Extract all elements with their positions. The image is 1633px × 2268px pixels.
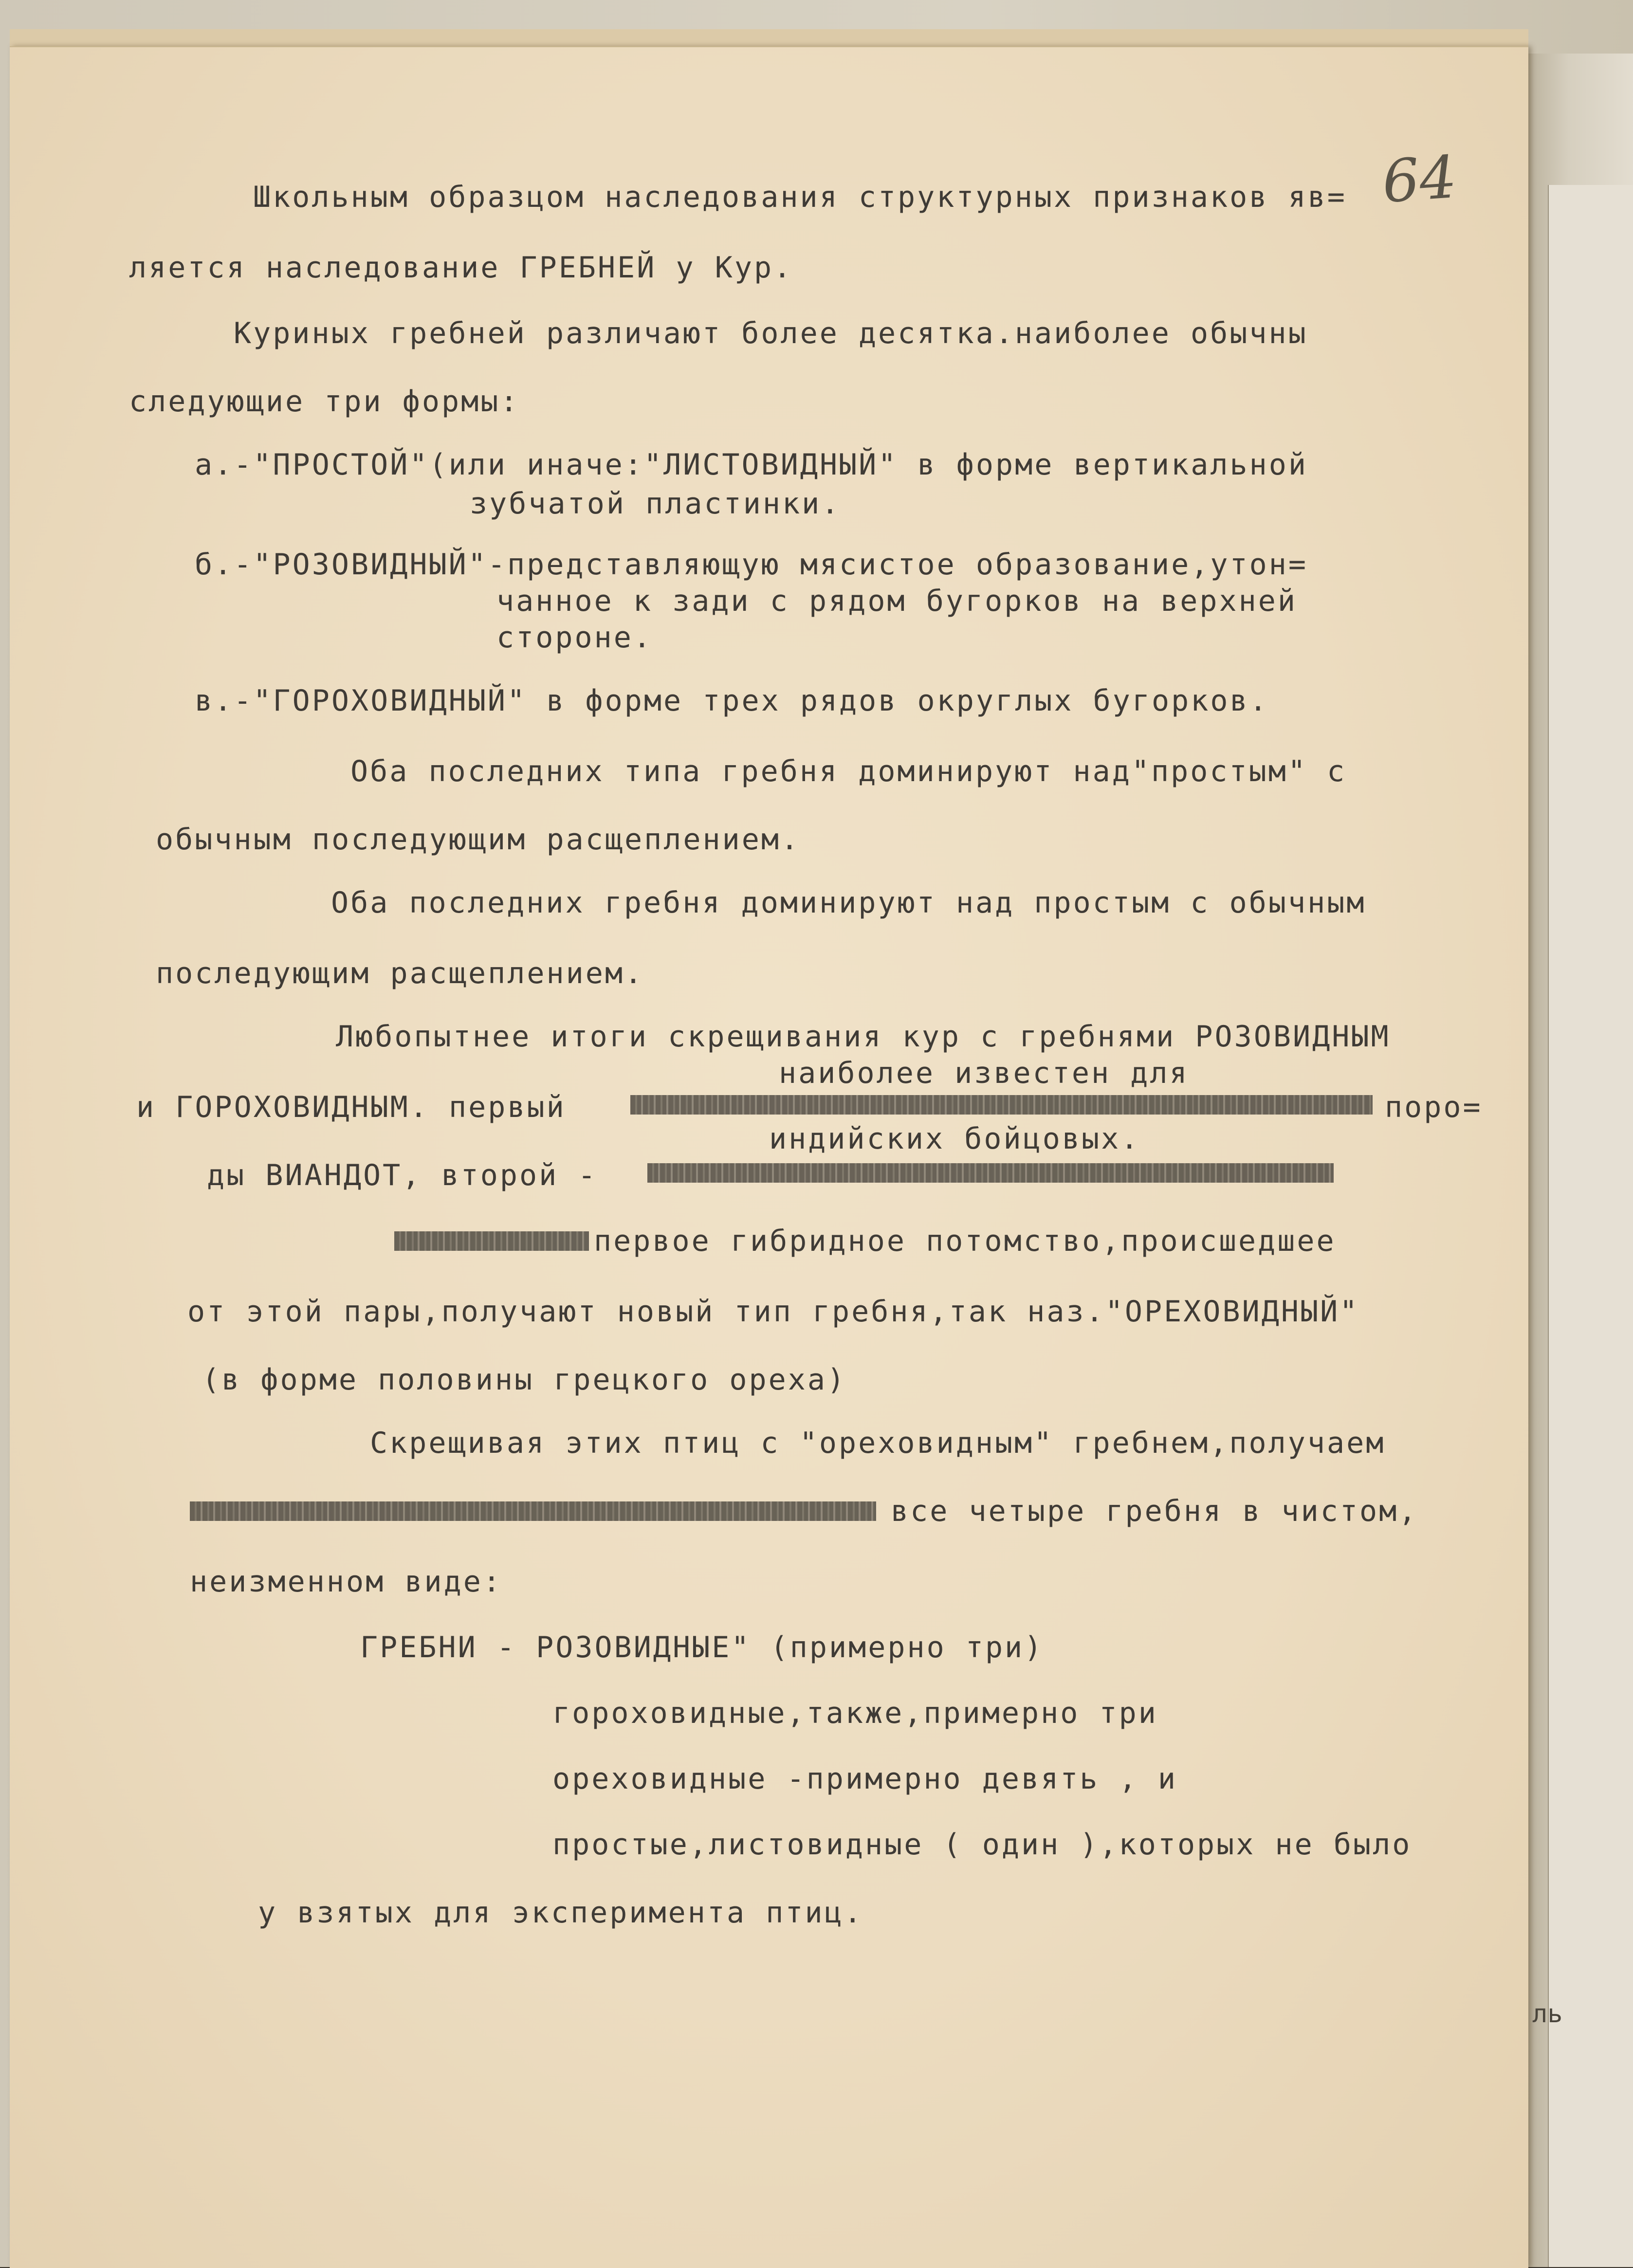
text-line-9: стороне. (496, 621, 653, 655)
text-line-13: Оба последних гребня доминируют над простым с обычным (331, 886, 1366, 920)
text-line-27: гороховидные,также,примерно три (552, 1696, 1158, 1730)
text-line-7: б.-"РОЗОВИДНЫЙ"-представляющую мясистое образование,утон= (195, 548, 1308, 582)
text-line-4: следующие три формы: (129, 384, 520, 419)
text-line-19a: ды ВИАНДОТ, второй - (207, 1158, 598, 1192)
text-line-12: обычным последующим расщеплением. (156, 823, 801, 857)
text-line-8: чанное к зади с рядом бугорков на верхней (496, 584, 1298, 618)
overstruck-text (190, 1501, 876, 1521)
text-line-23: Скрещивая этих птиц с "ореховидным" гребнем,получаем (370, 1426, 1386, 1460)
text-line-24: все четыре гребня в чистом, (891, 1494, 1418, 1528)
text-line-11: Оба последних типа гребня доминируют над"простым" с (350, 754, 1347, 788)
overstruck-text (394, 1231, 589, 1251)
text-line-29: простые,листовидные ( один ),которых не было (552, 1828, 1412, 1862)
text-line-30: у взятых для эксперимента птиц. (258, 1896, 863, 1930)
text-line-2: ляется наследование ГРЕБНЕЙ у Кур. (129, 251, 793, 285)
text-line-17b: поро= (1385, 1090, 1483, 1124)
text-line-18: индийских бойцовых. (769, 1122, 1140, 1156)
underlying-sheet-2 (1548, 185, 1633, 2267)
text-line-26: ГРЕБНИ - РОЗОВИДНЫЕ" (примерно три) (360, 1630, 1044, 1664)
text-line-1: Школьным образцом наследования структурных признаков яв= (253, 180, 1347, 214)
text-line-21: от этой пары,получают новый тип гребня,так наз."ОРЕХОВИДНЫЙ" (187, 1295, 1359, 1329)
overstruck-text (630, 1095, 1373, 1115)
text-line-28: ореховидные -примерно девять , и (552, 1762, 1177, 1796)
text-line-25: неизменном виде: (190, 1565, 502, 1599)
text-line-17a: и ГОРОХОВИДНЫМ. первый (136, 1090, 566, 1124)
page-number: 64 (1380, 143, 1459, 217)
text-line-22: (в форме половины грецкого ореха) (202, 1363, 847, 1397)
text-line-5: а.-"ПРОСТОЙ"(или иначе:"ЛИСТОВИДНЫЙ" в форме вертикальной (195, 448, 1308, 482)
text-line-15: Любопытнее итоги скрещивания кур с гребнями РОЗОВИДНЫМ (336, 1020, 1391, 1054)
edge-text: ль (1532, 1999, 1563, 2029)
text-line-3: Куриных гребней различают более десятка.наиболее обычны (234, 316, 1308, 350)
text-line-10: в.-"ГОРОХОВИДНЫЙ" в форме трех рядов округлых бугорков. (195, 684, 1269, 718)
overstruck-text (647, 1163, 1334, 1183)
text-line-6: зубчатой пластинки. (470, 487, 841, 521)
text-line-16: наиболее известен для (779, 1056, 1189, 1090)
typewritten-page (10, 46, 1528, 2268)
text-line-20: первое гибридное потомство,происшедшее (594, 1224, 1336, 1258)
text-line-14: последующим расщеплением. (156, 956, 644, 990)
